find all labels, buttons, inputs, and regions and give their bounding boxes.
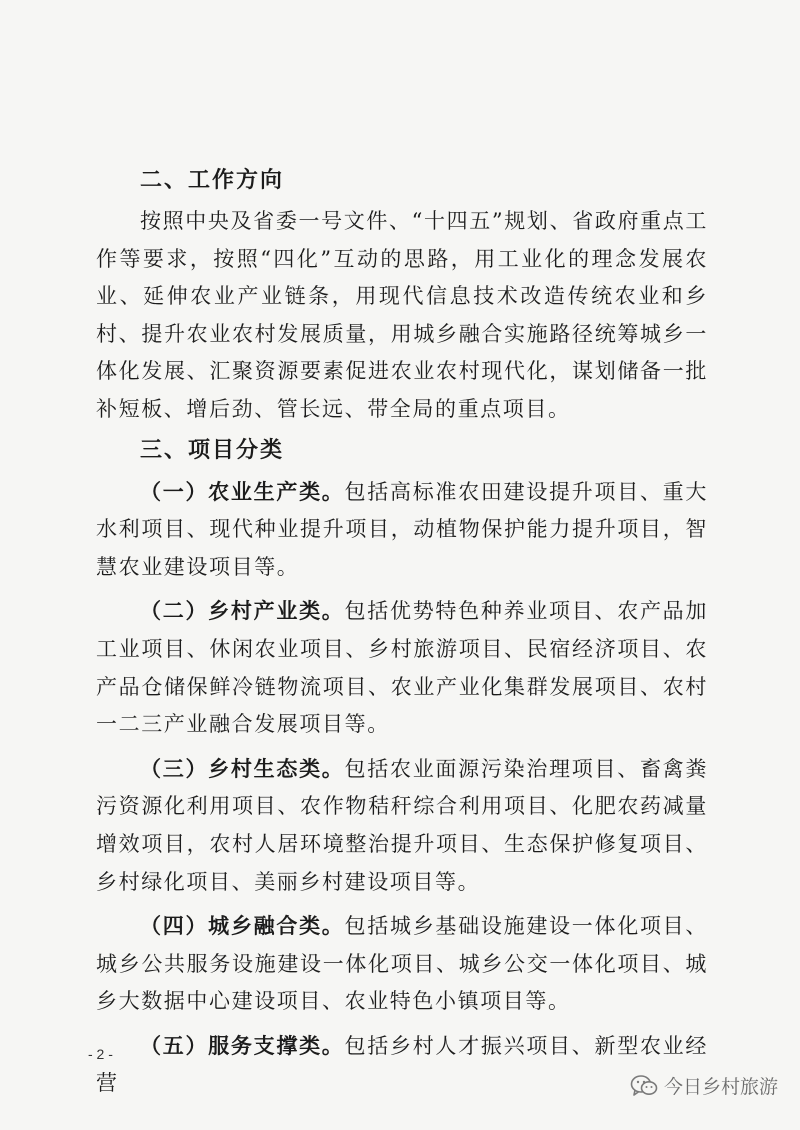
category-text: 包括城乡基础设施建设一体化项目、城乡公共服务设施建设一体化项目、城乡公交一体化项目、城乡大数据中心建设项目、农业特色小镇项目等。 xyxy=(96,914,708,1014)
source-watermark xyxy=(630,1072,778,1099)
category-lead: （三）乡村生态类。 xyxy=(140,755,345,781)
category-item-rural-industry xyxy=(96,592,708,743)
category-lead: （一）农业生产类。 xyxy=(140,478,345,504)
category-text: 包括高标准农田建设提升项目、重大水利项目、现代种业提升项目，动植物保护能力提升项目，智慧农业建设项目等。 xyxy=(96,479,708,579)
wechat-icon xyxy=(630,1074,658,1098)
section-heading-work-direction: 二、工作方向 xyxy=(140,168,285,193)
section-heading-project-categories: 三、项目分类 xyxy=(140,437,285,463)
category-item-service-support xyxy=(96,1027,708,1103)
category-lead: （二）乡村产业类。 xyxy=(140,598,345,624)
category-text: 包括农业面源污染治理项目、畜禽粪污资源化利用项目、农作物秸秆综合利用项目、化肥农药减量增效项目，农村人居环境整治提升项目、生态保护修复项目、乡村绿化项目、美丽乡村建设项目等。 xyxy=(96,756,708,894)
watermark-text: 今日乡村旅游 xyxy=(663,1076,778,1098)
category-item-rural-ecology xyxy=(96,750,708,901)
page-number: - 2 - xyxy=(88,1046,113,1062)
document-body xyxy=(96,162,708,1103)
category-item-urban-rural-integration xyxy=(96,907,708,1021)
work-direction-paragraph: 按照中央及省委一号文件、“十四五”规划、省政府重点工作等要求，按照“四化”互动的思路，用工业化的理念发展农业、延伸农业产业链条，用现代信息技术改造传统农业和乡村、提升农业农村发展质量，用城乡融合实施路径统筹城乡一体化发展、汇聚资源要素促进农业农村现代化，谋划储备一批补短板、增后劲、管长远、带全局的重点项目。 xyxy=(96,209,708,421)
category-text: 包括乡村人才振兴项目、新型农业经营 xyxy=(96,1033,708,1096)
category-lead: （五）服务支撑类。 xyxy=(140,1032,345,1058)
category-lead: （四）城乡融合类。 xyxy=(140,913,345,939)
category-text: 包括优势特色种养业项目、农产品加工业项目、休闲农业项目、乡村旅游项目、民宿经济项目、农产品仓储保鲜冷链物流项目、农业产业化集群发展项目、农村一二三产业融合发展项目等。 xyxy=(96,599,708,737)
category-item-agri-production xyxy=(96,473,708,587)
